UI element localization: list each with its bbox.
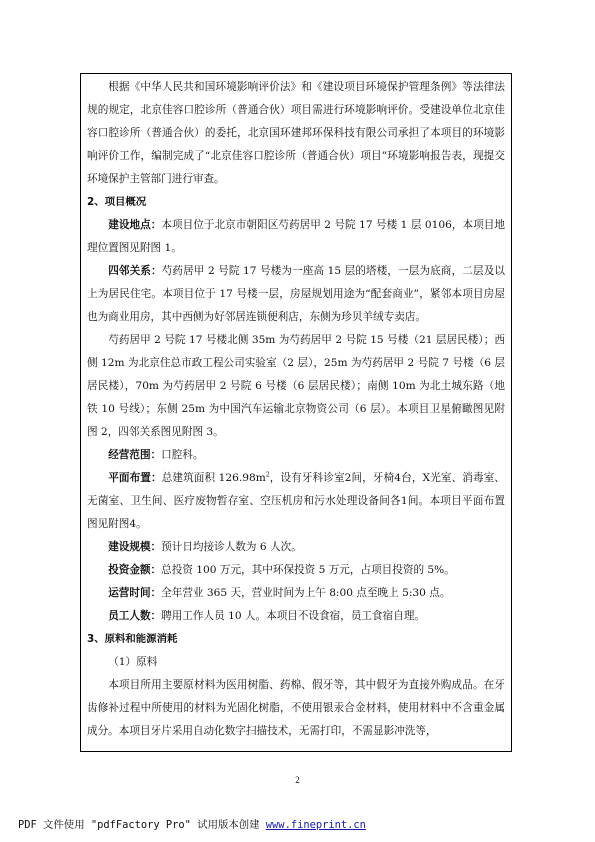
footer-text: PDF 文件使用 "pdfFactory Pro" 试用版本创建 [18, 819, 266, 831]
layout-text-b: ，设有牙科诊室2间，牙椅4台，X光室、消毒室、无菌室、卫生间、医疗废物暂存室、空压机房和污水处理设备间各1间。本项目平面布置图见附图4。 [87, 472, 506, 530]
neighbors-paragraph [87, 260, 505, 329]
layout-label: 平面布置： [108, 472, 162, 484]
materials-paragraph: 本项目所用主要原材料为医用树脂、药棉、假牙等，其中假牙为直接外购成品。在牙齿修补过程中所使用的材料为光固化树脂，不使用银汞合金材料，使用材料中不含重金属成分。本项目牙片采用自动化数字扫描技术，无需打印，不需显影冲洗等， [87, 679, 505, 737]
time-text: 全年营业 365 天，营业时间为上午 8:00 点至晚上 5:30 点。 [161, 587, 451, 599]
section-3-heading: 3、原料和能源消耗 [87, 633, 178, 645]
scale-text: 预计日均接诊人数为 6 人次。 [161, 541, 302, 553]
neighbors-paragraph-2: 芍药居甲 2 号院 17 号楼北侧 35m 为芍药居甲 2 号院 15 号楼（21 层居民楼）；西侧 12m 为北京住总市政工程公司实验室（2 层），25m 为芍药居甲 2 号院 7 号楼（6 层居民楼），70m 为芍药居甲 2 号院 6 号楼（6 层居民楼）；南侧 10m 为北土城东路（地铁 10 号线）；东侧 25m 为中国汽车运输北京物资公司（6 层）。本项目卫星俯瞰图见附图 2，四邻关系图见附图 3。 [87, 334, 505, 438]
layout-paragraph [87, 467, 505, 536]
staff-label: 员工人数： [108, 610, 162, 622]
scale-paragraph [87, 536, 505, 559]
neighbors-label: 四邻关系： [108, 265, 162, 277]
invest-text: 总投资 100 万元，其中环保投资 5 万元，占项目投资的 5%。 [161, 564, 455, 576]
subsection-1-heading: （1）原料 [108, 656, 158, 668]
pdf-footer [18, 816, 366, 831]
page-number: 2 [295, 775, 300, 785]
scope-label: 经营范围： [108, 449, 162, 461]
neighbors-text: 芍药居甲 2 号院 17 号楼为一座高 15 层的塔楼，一层为底商，二层及以上为居民住宅。本项目位于 17 号楼一层，房屋规划用途为“配套商业”，紧邻本项目房屋也为商业用房，其中西侧为好邻居连锁便利店，东侧为珍贝羊绒专卖店。 [87, 265, 505, 323]
time-label: 运营时间： [108, 587, 162, 599]
section-2-heading: 2、项目概况 [87, 196, 147, 208]
intro-paragraph: 根据《中华人民共和国环境影响评价法》和《建设项目环境保护管理条例》等法律法规的规定，北京佳容口腔诊所（普通合伙）项目需进行环境影响评价。受建设单位北京佳容口腔诊所（普通合伙）的委托，北京国环建邦环保科技有限公司承担了本项目的环境影响评价工作，编制完成了“北京佳容口腔诊所（普通合伙）项目”环境影响报告表，现提交环境保护主管部门进行审查。 [87, 81, 505, 185]
staff-text: 聘用工作人员 10 人。本项目不设食宿，员工食宿自理。 [161, 610, 426, 622]
invest-label: 投资金额： [108, 564, 162, 576]
scope-paragraph [87, 444, 505, 467]
location-paragraph [87, 214, 505, 260]
location-label: 建设地点： [108, 219, 162, 231]
document-body [80, 73, 512, 752]
layout-text-a: 总建筑面积 126.98m [161, 472, 266, 484]
footer-link[interactable]: www.fineprint.cn [265, 819, 366, 831]
area-unit-superscript: 2 [265, 471, 270, 479]
scope-text: 口腔科。 [161, 449, 204, 461]
location-text: 本项目位于北京市朝阳区芍药居甲 2 号院 17 号楼 1 层 0106，本项目地理位置图见附图 1。 [87, 219, 505, 254]
invest-paragraph [87, 559, 505, 582]
time-paragraph [87, 582, 505, 605]
staff-paragraph [87, 605, 505, 628]
scale-label: 建设规模： [108, 541, 162, 553]
